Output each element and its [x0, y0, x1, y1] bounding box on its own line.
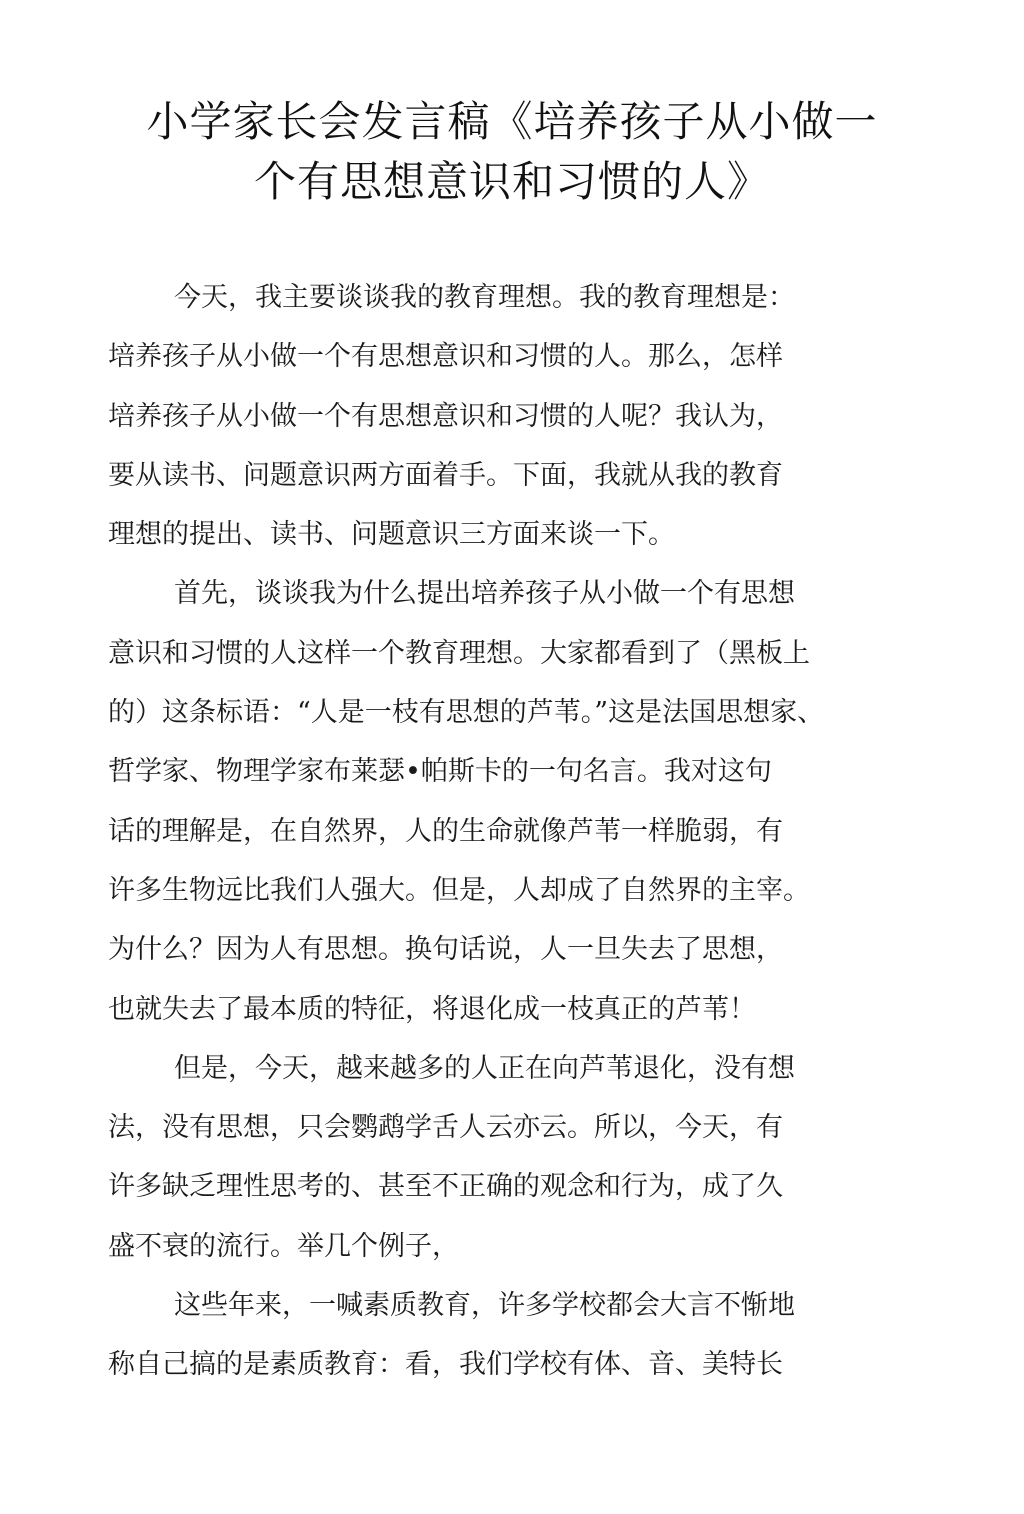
title-line-2: 个有思想意识和习惯的人》	[253, 157, 770, 206]
document-body	[108, 268, 928, 1395]
paragraph-1-line: 今天，我主要谈谈我的教育理想。我的教育理想是：	[174, 282, 795, 313]
paragraph-3-line: 但是，今天，越来越多的人正在向芦苇退化，没有想	[174, 1052, 795, 1084]
paragraph-3-line: 许多缺乏理性思考的、甚至不正确的观念和行为，成了久	[108, 1171, 783, 1203]
document-title	[80, 92, 944, 212]
title-line-1: 小学家长会发言稿《培养孩子从小做一	[146, 97, 878, 146]
paragraph-2-line: 也就失去了最本质的特征，将退化成一枝真正的芦苇！	[108, 993, 756, 1025]
paragraph-2-line: 为什么？因为人有思想。换句话说，人一旦失去了思想，	[108, 934, 783, 966]
paragraph-2-line: 话的理解是，在自然界，人的生命就像芦苇一样脆弱，有	[108, 815, 783, 847]
paragraph-1-line: 要从读书、问题意识两方面着手。下面，我就从我的教育	[108, 459, 783, 491]
paragraph-2-line: 意识和习惯的人这样一个教育理想。大家都看到了（黑板上	[108, 637, 810, 669]
paragraph-3-line: 盛不衰的流行。举几个例子，	[108, 1230, 459, 1262]
paragraph-3-line: 法，没有思想，只会鹦鹉学舌人云亦云。所以，今天，有	[108, 1112, 783, 1144]
paragraph-1-line: 培养孩子从小做一个有思想意识和习惯的人呢？我认为，	[108, 400, 783, 432]
paragraph-4-line: 这些年来，一喊素质教育，许多学校都会大言不惭地	[174, 1290, 795, 1322]
paragraph-2-line: 的）这条标语：“人是一枝有思想的芦苇。”这是法国思想家、	[108, 697, 825, 729]
paragraph-1-line: 培养孩子从小做一个有思想意识和习惯的人。那么，怎样	[108, 341, 783, 373]
paragraph-2-line: 哲学家、物理学家布莱瑟•帕斯卡的一句名言。我对这句	[108, 756, 772, 788]
paragraph-1-line: 理想的提出、读书、问题意识三方面来谈一下。	[108, 519, 675, 551]
paragraph-2-line: 首先，谈谈我为什么提出培养孩子从小做一个有思想	[174, 578, 795, 610]
paragraph-4-line: 称自己搞的是素质教育：看，我们学校有体、音、美特长	[108, 1349, 783, 1381]
paragraph-2-line: 许多生物远比我们人强大。但是，人却成了自然界的主宰。	[108, 874, 810, 906]
